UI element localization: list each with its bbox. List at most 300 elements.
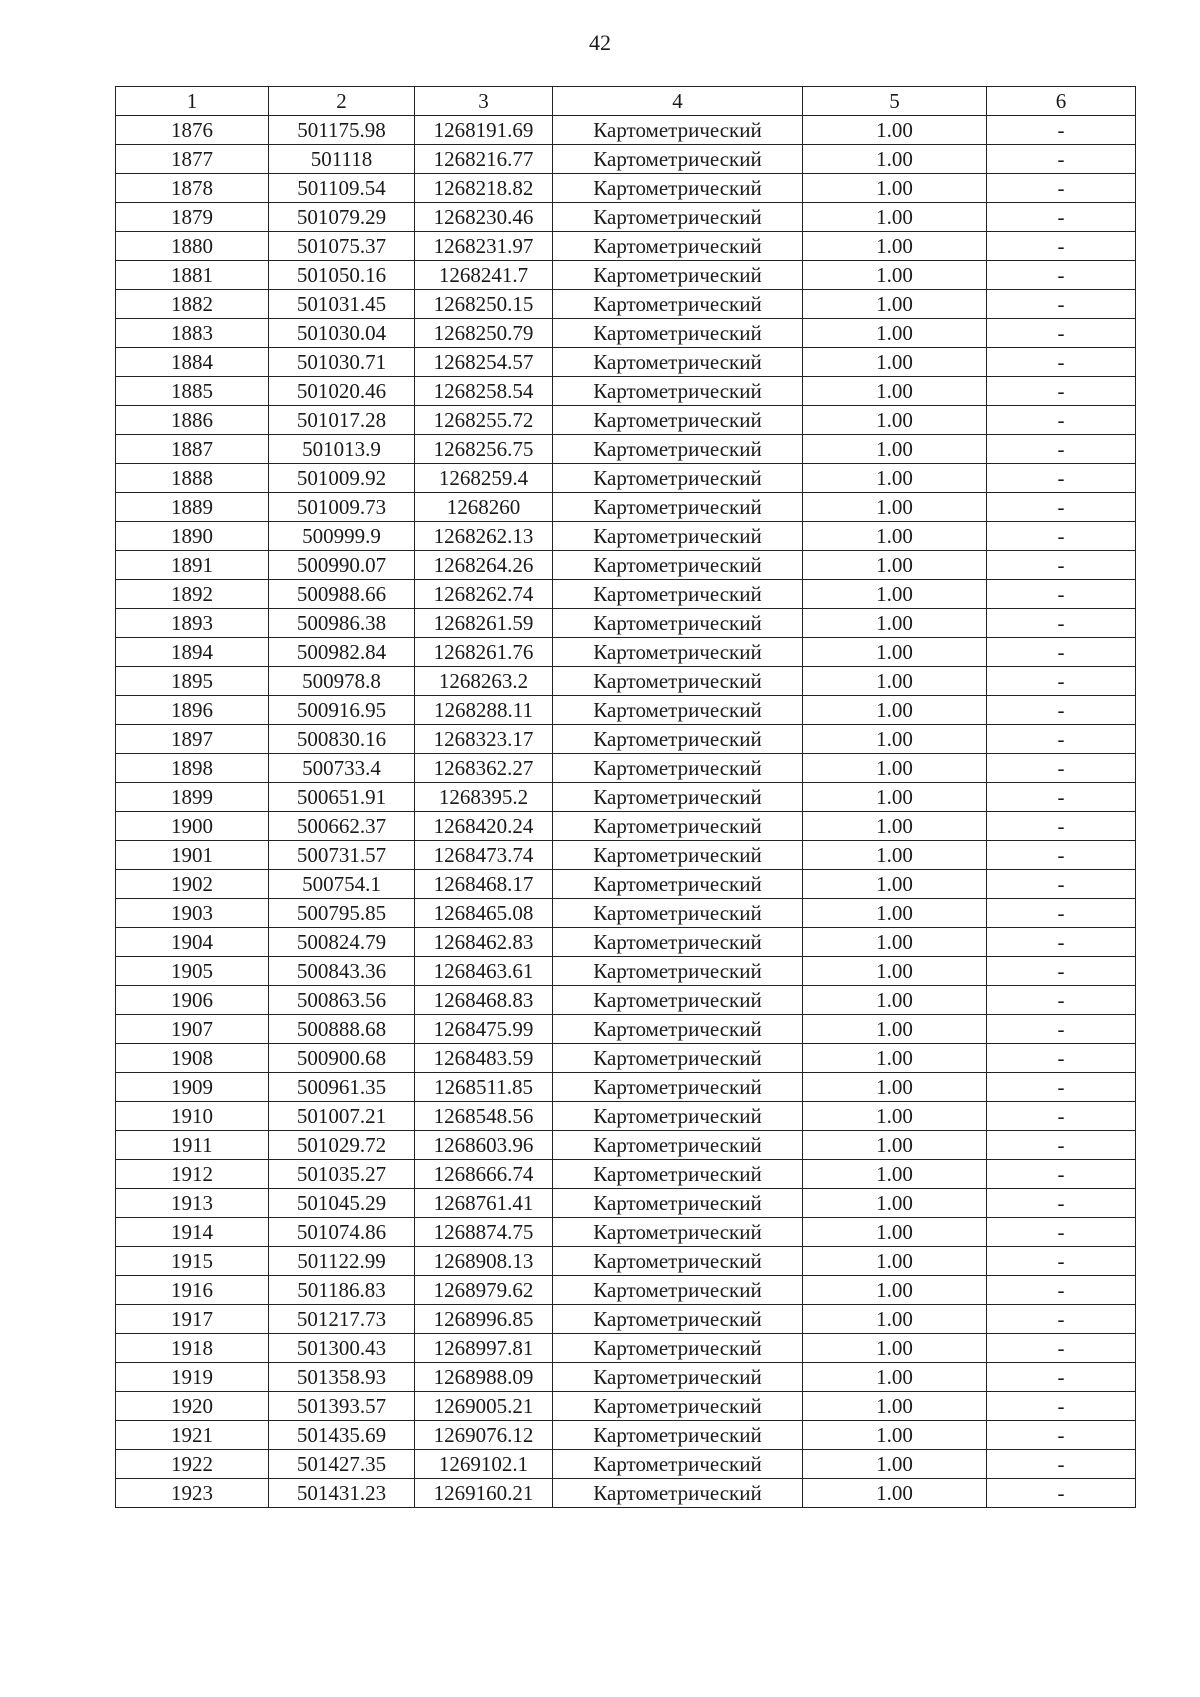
description-cell: - [987,812,1136,841]
description-cell: - [987,406,1136,435]
accuracy-cell: 1.00 [803,1363,987,1392]
accuracy-cell: 1.00 [803,145,987,174]
accuracy-cell: 1.00 [803,522,987,551]
table-row [116,1015,1136,1044]
point-number-cell: 1892 [116,580,269,609]
table-row [116,1218,1136,1247]
x-coordinate-cell: 501122.99 [269,1247,415,1276]
method-cell: Картометрический [553,406,803,435]
description-cell: - [987,493,1136,522]
x-coordinate-cell: 501030.04 [269,319,415,348]
point-number-cell: 1906 [116,986,269,1015]
point-number-cell: 1918 [116,1334,269,1363]
table-row [116,928,1136,957]
table-header [116,87,1136,116]
x-coordinate-cell: 500662.37 [269,812,415,841]
description-cell: - [987,667,1136,696]
point-number-cell: 1888 [116,464,269,493]
description-cell: - [987,957,1136,986]
accuracy-cell: 1.00 [803,609,987,638]
table-row [116,1392,1136,1421]
method-cell: Картометрический [553,232,803,261]
table-row [116,377,1136,406]
accuracy-cell: 1.00 [803,1102,987,1131]
accuracy-cell: 1.00 [803,580,987,609]
table-row [116,986,1136,1015]
y-coordinate-cell: 1268548.56 [415,1102,553,1131]
accuracy-cell: 1.00 [803,1015,987,1044]
x-coordinate-cell: 501435.69 [269,1421,415,1450]
header-cell-4: 4 [553,87,803,116]
y-coordinate-cell: 1268462.83 [415,928,553,957]
point-number-cell: 1915 [116,1247,269,1276]
method-cell: Картометрический [553,522,803,551]
table-body [116,116,1136,1508]
y-coordinate-cell: 1268420.24 [415,812,553,841]
x-coordinate-cell: 500916.95 [269,696,415,725]
method-cell: Картометрический [553,1392,803,1421]
description-cell: - [987,377,1136,406]
description-cell: - [987,1189,1136,1218]
y-coordinate-cell: 1269076.12 [415,1421,553,1450]
method-cell: Картометрический [553,174,803,203]
table-row [116,725,1136,754]
point-number-cell: 1879 [116,203,269,232]
x-coordinate-cell: 500795.85 [269,899,415,928]
method-cell: Картометрический [553,957,803,986]
description-cell: - [987,116,1136,145]
y-coordinate-cell: 1268475.99 [415,1015,553,1044]
description-cell: - [987,841,1136,870]
accuracy-cell: 1.00 [803,1189,987,1218]
x-coordinate-cell: 500824.79 [269,928,415,957]
x-coordinate-cell: 501050.16 [269,261,415,290]
point-number-cell: 1908 [116,1044,269,1073]
method-cell: Картометрический [553,1305,803,1334]
y-coordinate-cell: 1268250.15 [415,290,553,319]
y-coordinate-cell: 1268258.54 [415,377,553,406]
table-row [116,754,1136,783]
point-number-cell: 1883 [116,319,269,348]
point-number-cell: 1878 [116,174,269,203]
description-cell: - [987,754,1136,783]
point-number-cell: 1894 [116,638,269,667]
y-coordinate-cell: 1268288.11 [415,696,553,725]
method-cell: Картометрический [553,812,803,841]
accuracy-cell: 1.00 [803,1421,987,1450]
y-coordinate-cell: 1268216.77 [415,145,553,174]
accuracy-cell: 1.00 [803,1276,987,1305]
point-number-cell: 1886 [116,406,269,435]
y-coordinate-cell: 1268241.7 [415,261,553,290]
accuracy-cell: 1.00 [803,203,987,232]
description-cell: - [987,1334,1136,1363]
description-cell: - [987,290,1136,319]
table-row [116,1276,1136,1305]
method-cell: Картометрический [553,261,803,290]
y-coordinate-cell: 1268468.17 [415,870,553,899]
y-coordinate-cell: 1268264.26 [415,551,553,580]
point-number-cell: 1902 [116,870,269,899]
accuracy-cell: 1.00 [803,1334,987,1363]
x-coordinate-cell: 500986.38 [269,609,415,638]
y-coordinate-cell: 1268323.17 [415,725,553,754]
accuracy-cell: 1.00 [803,957,987,986]
y-coordinate-cell: 1268261.59 [415,609,553,638]
x-coordinate-cell: 501427.35 [269,1450,415,1479]
x-coordinate-cell: 501075.37 [269,232,415,261]
method-cell: Картометрический [553,1044,803,1073]
description-cell: - [987,783,1136,812]
y-coordinate-cell: 1268254.57 [415,348,553,377]
method-cell: Картометрический [553,1160,803,1189]
x-coordinate-cell: 501030.71 [269,348,415,377]
point-number-cell: 1893 [116,609,269,638]
y-coordinate-cell: 1268230.46 [415,203,553,232]
description-cell: - [987,1247,1136,1276]
description-cell: - [987,348,1136,377]
description-cell: - [987,1131,1136,1160]
x-coordinate-cell: 501009.73 [269,493,415,522]
description-cell: - [987,435,1136,464]
point-number-cell: 1890 [116,522,269,551]
point-number-cell: 1904 [116,928,269,957]
point-number-cell: 1891 [116,551,269,580]
method-cell: Картометрический [553,493,803,522]
description-cell: - [987,725,1136,754]
y-coordinate-cell: 1269102.1 [415,1450,553,1479]
method-cell: Картометрический [553,870,803,899]
table-row [116,1044,1136,1073]
point-number-cell: 1907 [116,1015,269,1044]
point-number-cell: 1911 [116,1131,269,1160]
x-coordinate-cell: 500651.91 [269,783,415,812]
accuracy-cell: 1.00 [803,870,987,899]
point-number-cell: 1885 [116,377,269,406]
table-row [116,1247,1136,1276]
description-cell: - [987,696,1136,725]
description-cell: - [987,261,1136,290]
method-cell: Картометрический [553,1015,803,1044]
table-row [116,957,1136,986]
accuracy-cell: 1.00 [803,783,987,812]
method-cell: Картометрический [553,348,803,377]
table-row [116,435,1136,464]
y-coordinate-cell: 1268256.75 [415,435,553,464]
description-cell: - [987,203,1136,232]
accuracy-cell: 1.00 [803,1479,987,1508]
x-coordinate-cell: 500843.36 [269,957,415,986]
x-coordinate-cell: 501029.72 [269,1131,415,1160]
x-coordinate-cell: 501217.73 [269,1305,415,1334]
method-cell: Картометрический [553,928,803,957]
x-coordinate-cell: 500982.84 [269,638,415,667]
method-cell: Картометрический [553,435,803,464]
point-number-cell: 1897 [116,725,269,754]
table-row [116,493,1136,522]
header-row [116,87,1136,116]
y-coordinate-cell: 1268603.96 [415,1131,553,1160]
description-cell: - [987,1044,1136,1073]
y-coordinate-cell: 1268468.83 [415,986,553,1015]
table-row [116,406,1136,435]
accuracy-cell: 1.00 [803,1218,987,1247]
y-coordinate-cell: 1268231.97 [415,232,553,261]
table-row [116,1131,1136,1160]
accuracy-cell: 1.00 [803,551,987,580]
description-cell: - [987,1421,1136,1450]
method-cell: Картометрический [553,899,803,928]
accuracy-cell: 1.00 [803,348,987,377]
method-cell: Картометрический [553,1479,803,1508]
description-cell: - [987,1363,1136,1392]
table-row [116,667,1136,696]
point-number-cell: 1923 [116,1479,269,1508]
accuracy-cell: 1.00 [803,899,987,928]
point-number-cell: 1921 [116,1421,269,1450]
header-cell-3: 3 [415,87,553,116]
description-cell: - [987,1305,1136,1334]
description-cell: - [987,1218,1136,1247]
description-cell: - [987,1392,1136,1421]
description-cell: - [987,464,1136,493]
description-cell: - [987,580,1136,609]
accuracy-cell: 1.00 [803,841,987,870]
table-row [116,1102,1136,1131]
description-cell: - [987,1276,1136,1305]
x-coordinate-cell: 501358.93 [269,1363,415,1392]
table-row [116,551,1136,580]
point-number-cell: 1901 [116,841,269,870]
point-number-cell: 1912 [116,1160,269,1189]
y-coordinate-cell: 1268979.62 [415,1276,553,1305]
accuracy-cell: 1.00 [803,261,987,290]
header-cell-5: 5 [803,87,987,116]
y-coordinate-cell: 1269005.21 [415,1392,553,1421]
x-coordinate-cell: 501031.45 [269,290,415,319]
x-coordinate-cell: 501007.21 [269,1102,415,1131]
y-coordinate-cell: 1268666.74 [415,1160,553,1189]
table-row [116,522,1136,551]
accuracy-cell: 1.00 [803,696,987,725]
description-cell: - [987,928,1136,957]
x-coordinate-cell: 501431.23 [269,1479,415,1508]
description-cell: - [987,638,1136,667]
description-cell: - [987,551,1136,580]
header-cell-2: 2 [269,87,415,116]
accuracy-cell: 1.00 [803,464,987,493]
x-coordinate-cell: 501074.86 [269,1218,415,1247]
header-cell-1: 1 [116,87,269,116]
x-coordinate-cell: 500830.16 [269,725,415,754]
accuracy-cell: 1.00 [803,725,987,754]
y-coordinate-cell: 1268473.74 [415,841,553,870]
table-row [116,638,1136,667]
y-coordinate-cell: 1268262.13 [415,522,553,551]
table-row [116,290,1136,319]
point-number-cell: 1877 [116,145,269,174]
point-number-cell: 1914 [116,1218,269,1247]
description-cell: - [987,1450,1136,1479]
point-number-cell: 1900 [116,812,269,841]
method-cell: Картометрический [553,1131,803,1160]
table-row [116,1421,1136,1450]
method-cell: Картометрический [553,841,803,870]
accuracy-cell: 1.00 [803,1247,987,1276]
x-coordinate-cell: 501118 [269,145,415,174]
accuracy-cell: 1.00 [803,1392,987,1421]
point-number-cell: 1916 [116,1276,269,1305]
coordinates-table [115,86,1136,1508]
method-cell: Картометрический [553,696,803,725]
table-row [116,841,1136,870]
table-row [116,1363,1136,1392]
method-cell: Картометрический [553,1276,803,1305]
accuracy-cell: 1.00 [803,290,987,319]
accuracy-cell: 1.00 [803,174,987,203]
description-cell: - [987,232,1136,261]
x-coordinate-cell: 501079.29 [269,203,415,232]
table-row [116,464,1136,493]
x-coordinate-cell: 501045.29 [269,1189,415,1218]
point-number-cell: 1910 [116,1102,269,1131]
description-cell: - [987,986,1136,1015]
header-cell-6: 6 [987,87,1136,116]
accuracy-cell: 1.00 [803,116,987,145]
method-cell: Картометрический [553,1421,803,1450]
table-row [116,203,1136,232]
accuracy-cell: 1.00 [803,667,987,696]
point-number-cell: 1903 [116,899,269,928]
description-cell: - [987,899,1136,928]
page-number: 42 [589,30,611,55]
description-cell: - [987,1160,1136,1189]
x-coordinate-cell: 500988.66 [269,580,415,609]
method-cell: Картометрический [553,203,803,232]
y-coordinate-cell: 1269160.21 [415,1479,553,1508]
point-number-cell: 1905 [116,957,269,986]
y-coordinate-cell: 1268874.75 [415,1218,553,1247]
x-coordinate-cell: 501300.43 [269,1334,415,1363]
y-coordinate-cell: 1268259.4 [415,464,553,493]
y-coordinate-cell: 1268218.82 [415,174,553,203]
table-row [116,174,1136,203]
accuracy-cell: 1.00 [803,1305,987,1334]
y-coordinate-cell: 1268362.27 [415,754,553,783]
y-coordinate-cell: 1268511.85 [415,1073,553,1102]
description-cell: - [987,609,1136,638]
description-cell: - [987,870,1136,899]
accuracy-cell: 1.00 [803,1073,987,1102]
method-cell: Картометрический [553,464,803,493]
x-coordinate-cell: 500863.56 [269,986,415,1015]
table-row [116,1073,1136,1102]
method-cell: Картометрический [553,1334,803,1363]
y-coordinate-cell: 1268996.85 [415,1305,553,1334]
accuracy-cell: 1.00 [803,928,987,957]
table-row [116,1450,1136,1479]
accuracy-cell: 1.00 [803,638,987,667]
point-number-cell: 1884 [116,348,269,377]
y-coordinate-cell: 1268395.2 [415,783,553,812]
x-coordinate-cell: 501020.46 [269,377,415,406]
x-coordinate-cell: 500731.57 [269,841,415,870]
accuracy-cell: 1.00 [803,377,987,406]
x-coordinate-cell: 501186.83 [269,1276,415,1305]
table-row [116,609,1136,638]
point-number-cell: 1899 [116,783,269,812]
table-row [116,261,1136,290]
y-coordinate-cell: 1268465.08 [415,899,553,928]
x-coordinate-cell: 501013.9 [269,435,415,464]
point-number-cell: 1917 [116,1305,269,1334]
table-row [116,870,1136,899]
method-cell: Картометрический [553,319,803,348]
method-cell: Картометрический [553,1218,803,1247]
description-cell: - [987,1015,1136,1044]
method-cell: Картометрический [553,377,803,406]
accuracy-cell: 1.00 [803,1450,987,1479]
method-cell: Картометрический [553,290,803,319]
table-row [116,145,1136,174]
accuracy-cell: 1.00 [803,232,987,261]
x-coordinate-cell: 501393.57 [269,1392,415,1421]
method-cell: Картометрический [553,580,803,609]
x-coordinate-cell: 501035.27 [269,1160,415,1189]
x-coordinate-cell: 500733.4 [269,754,415,783]
method-cell: Картометрический [553,1189,803,1218]
y-coordinate-cell: 1268997.81 [415,1334,553,1363]
table-row [116,232,1136,261]
description-cell: - [987,319,1136,348]
y-coordinate-cell: 1268255.72 [415,406,553,435]
y-coordinate-cell: 1268261.76 [415,638,553,667]
point-number-cell: 1919 [116,1363,269,1392]
method-cell: Картометрический [553,1363,803,1392]
method-cell: Картометрический [553,667,803,696]
y-coordinate-cell: 1268191.69 [415,116,553,145]
point-number-cell: 1882 [116,290,269,319]
table-row [116,1305,1136,1334]
method-cell: Картометрический [553,609,803,638]
accuracy-cell: 1.00 [803,406,987,435]
table-row [116,319,1136,348]
point-number-cell: 1913 [116,1189,269,1218]
x-coordinate-cell: 500990.07 [269,551,415,580]
y-coordinate-cell: 1268250.79 [415,319,553,348]
y-coordinate-cell: 1268262.74 [415,580,553,609]
method-cell: Картометрический [553,1102,803,1131]
x-coordinate-cell: 501175.98 [269,116,415,145]
accuracy-cell: 1.00 [803,435,987,464]
x-coordinate-cell: 500978.8 [269,667,415,696]
y-coordinate-cell: 1268988.09 [415,1363,553,1392]
table-row [116,1479,1136,1508]
table-row [116,116,1136,145]
table-row [116,899,1136,928]
description-cell: - [987,1102,1136,1131]
accuracy-cell: 1.00 [803,986,987,1015]
x-coordinate-cell: 501109.54 [269,174,415,203]
method-cell: Картометрический [553,1450,803,1479]
point-number-cell: 1920 [116,1392,269,1421]
description-cell: - [987,1479,1136,1508]
x-coordinate-cell: 501009.92 [269,464,415,493]
point-number-cell: 1880 [116,232,269,261]
method-cell: Картометрический [553,638,803,667]
method-cell: Картометрический [553,1247,803,1276]
method-cell: Картометрический [553,754,803,783]
